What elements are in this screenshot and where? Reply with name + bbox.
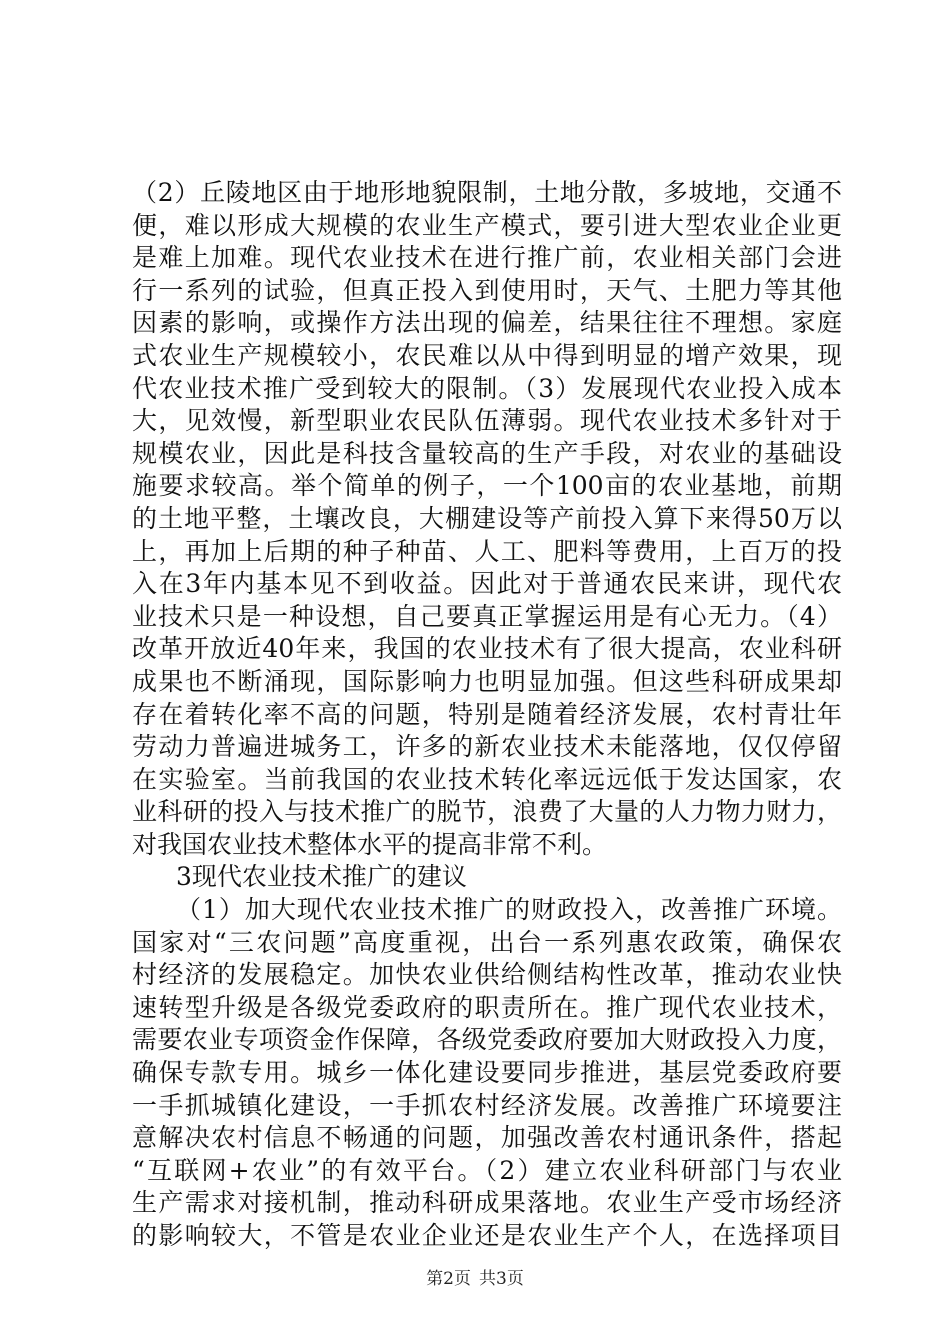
text-line: 速转型升级是各级党委政府的职责所在。推广现代农业技术， [132, 992, 842, 1022]
text-line: 的影响较大，不管是农业企业还是农业生产个人，在选择项目 [132, 1221, 842, 1250]
section-heading: 3现代农业技术推广的建议 [176, 862, 467, 892]
text-line: （1）加大现代农业技术推广的财政投入，改善推广环境。 [176, 895, 842, 925]
text-line: 因素的影响，或操作方法出现的偏差，结果往往不理想。家庭 [132, 308, 842, 338]
page-total: 共3页 [479, 1269, 524, 1289]
text-line: 一手抓城镇化建设，一手抓农村经济发展。改善推广环境要注 [132, 1090, 842, 1120]
text-line: 劳动力普遍进城务工，许多的新农业技术未能落地，仅仅停留 [132, 732, 842, 762]
page-footer [0, 1264, 950, 1289]
text-line: 上，再加上后期的种子种苗、人工、肥料等费用，上百万的投 [132, 536, 842, 566]
text-line: 入在3年内基本见不到收益。因此对于普通农民来讲，现代农 [132, 569, 842, 599]
text-line: 确保专款专用。城乡一体化建设要同步推进，基层党委政府要 [132, 1058, 842, 1088]
page-number: 第2页 [426, 1269, 471, 1289]
text-line: 国家对“三农问题”高度重视，出台一系列惠农政策，确保农 [132, 927, 842, 957]
text-line: 式农业生产规模较小，农民难以从中得到明显的增产效果，现 [132, 340, 842, 370]
text-line: 需要农业专项资金作保障，各级党委政府要加大财政投入力度， [132, 1025, 842, 1055]
text-line: 在实验室。当前我国的农业技术转化率远远低于发达国家，农 [132, 764, 842, 794]
text-line: “互联网+农业”的有效平台。（2）建立农业科研部门与农业 [132, 1155, 842, 1185]
text-line: 的土地平整，土壤改良，大棚建设等产前投入算下来得50万以 [132, 503, 842, 533]
text-line: 对我国农业技术整体水平的提高非常不利。 [132, 829, 608, 859]
document-body [132, 177, 842, 1253]
text-line: 便，难以形成大规模的农业生产模式，要引进大型农业企业更 [132, 210, 842, 240]
text-line: 业技术只是一种设想，自己要真正掌握运用是有心无力。（4） [132, 601, 842, 631]
text-line: 行一系列的试验，但真正投入到使用时，天气、土肥力等其他 [132, 275, 842, 305]
text-line: 施要求较高。举个简单的例子，一个100亩的农业基地，前期 [132, 471, 842, 501]
text-line: 大，见效慢，新型职业农民队伍薄弱。现代农业技术多针对于 [132, 406, 842, 436]
text-line: 意解决农村信息不畅通的问题，加强改善农村通讯条件，搭起 [132, 1123, 842, 1153]
text-line: 成果也不断涌现，国际影响力也明显加强。但这些科研成果却 [132, 666, 842, 696]
text-line: 生产需求对接机制，推动科研成果落地。农业生产受市场经济 [132, 1188, 842, 1218]
text-line: 规模农业，因此是科技含量较高的生产手段，对农业的基础设 [132, 438, 842, 468]
text-line: 业科研的投入与技术推广的脱节，浪费了大量的人力物力财力， [132, 797, 842, 827]
text-line: 是难上加难。现代农业技术在进行推广前，农业相关部门会进 [132, 243, 842, 273]
text-line: （2）丘陵地区由于地形地貌限制，土地分散，多坡地，交通不 [132, 178, 842, 207]
text-line: 村经济的发展稳定。加快农业供给侧结构性改革，推动农业快 [132, 960, 842, 990]
text-line: 改革开放近40年来，我国的农业技术有了很大提高，农业科研 [132, 634, 842, 664]
text-line: 代农业技术推广受到较大的限制。（3）发展现代农业投入成本 [132, 373, 842, 403]
text-line: 存在着转化率不高的问题，特别是随着经济发展，农村青壮年 [132, 699, 842, 729]
